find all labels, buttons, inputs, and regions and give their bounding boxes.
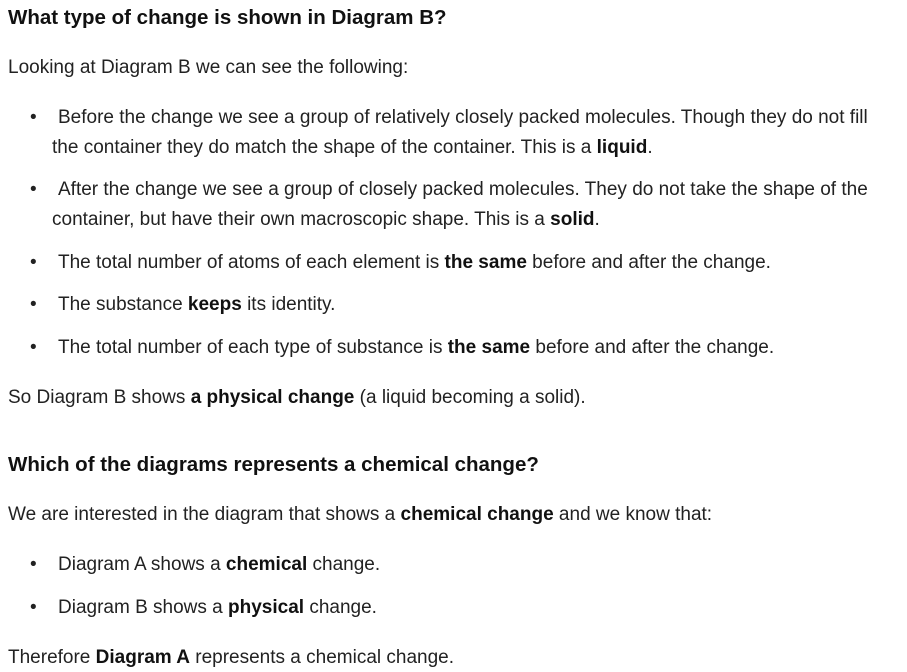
list-item-text: Diagram A shows a chemical change. — [58, 554, 381, 575]
section1-intro: Looking at Diagram B we can see the following: — [8, 57, 409, 78]
section2-heading: Which of the diagrams represents a chemical change? — [8, 453, 539, 476]
bullet-icon: • — [30, 597, 37, 618]
list-item-text: Before the change we see a group of relatively closely packed molecules. Though they do not fill the container they do match the shape of the container. This is a liquid. — [52, 107, 868, 158]
list-item-text: Diagram B shows a physical change. — [58, 597, 377, 618]
bullet-icon: • — [30, 554, 37, 575]
list-item — [30, 248, 892, 278]
section1-heading: What type of change is shown in Diagram B? — [8, 6, 447, 29]
list-item-text: The total number of atoms of each element is the same before and after the change. — [58, 252, 771, 273]
section2-intro: We are interested in the diagram that shows a chemical change and we know that: — [8, 504, 713, 525]
list-item-text: The substance keeps its identity. — [58, 294, 336, 315]
bullet-icon: • — [30, 252, 37, 273]
list-item — [30, 333, 892, 363]
list-item — [30, 175, 892, 235]
list-item — [30, 550, 892, 580]
bullet-icon: • — [30, 179, 37, 200]
list-item-text: After the change we see a group of closely packed molecules. They do not take the shape of the container, but have their own macroscopic shape. This is a solid. — [52, 179, 868, 230]
list-item — [30, 593, 892, 623]
section2-conclusion: Therefore Diagram A represents a chemical change. — [8, 647, 455, 668]
section1-conclusion: So Diagram B shows a physical change (a liquid becoming a solid). — [8, 387, 586, 408]
list-item-text: The total number of each type of substance is the same before and after the change. — [58, 337, 775, 358]
bullet-icon: • — [30, 337, 37, 358]
bullet-icon: • — [30, 107, 37, 128]
list-item — [30, 103, 892, 163]
bullet-icon: • — [30, 294, 37, 315]
list-item — [30, 290, 892, 320]
